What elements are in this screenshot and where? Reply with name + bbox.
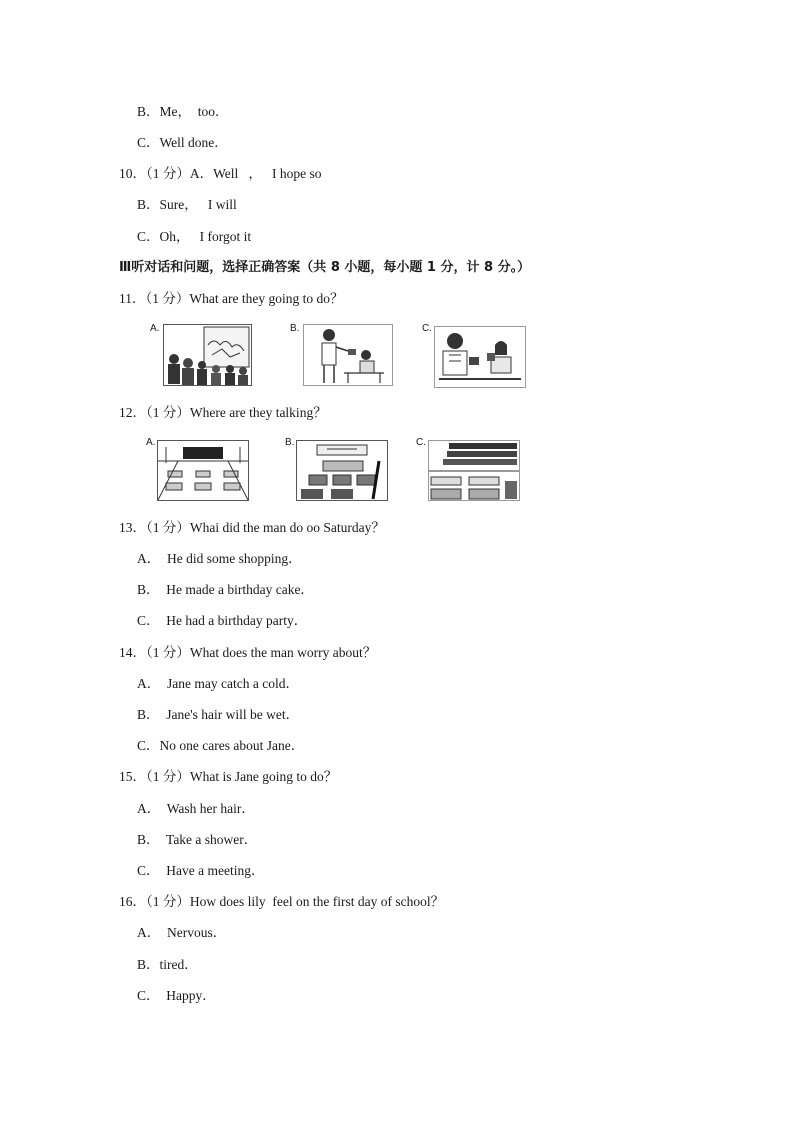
- q15-option-b: B． Take a shower．: [137, 832, 258, 847]
- q12-label-c: C.: [416, 437, 426, 448]
- q13-option-a: A． He did some shopping．: [137, 551, 302, 566]
- q14-option-c: C．No one cares about Jane．: [137, 738, 305, 753]
- q14-stem: 14．（1 分）What does the man worry about？: [119, 645, 377, 660]
- teacher-and-student-illustration: [304, 325, 392, 385]
- q14-option-b: B． Jane's hair will be wet．: [137, 707, 300, 722]
- q13-option-b: B． He made a birthday cake．: [137, 582, 314, 597]
- q16-option-a: A． Nervous．: [137, 925, 227, 940]
- q11-stem: 11．（1 分）What are they going to do？: [119, 291, 344, 306]
- q11-picture-b: [303, 324, 393, 386]
- q16-stem: 16．（1 分）How does lily feel on the first day of school？: [119, 894, 445, 909]
- classroom-front-view-illustration: [158, 441, 248, 500]
- q13-stem: 13．（1 分）Whai did the man do oo Saturday？: [119, 520, 385, 535]
- audience-watching-screen-illustration: [164, 325, 251, 385]
- q11-label-b: B.: [290, 323, 300, 334]
- q11-label-a: A.: [150, 323, 160, 334]
- q12-picture-b: [296, 440, 388, 501]
- q15-stem: 15．（1 分）What is Jane going to do？: [119, 769, 338, 784]
- q11-label-c: C.: [422, 323, 432, 334]
- lecture-hall-illustration: [429, 441, 519, 500]
- q15-option-a: A． Wash her hair．: [137, 801, 255, 816]
- q10-option-b: B．Sure， I will: [137, 197, 237, 212]
- man-and-girl-reading-illustration: [435, 327, 525, 387]
- meeting-room-illustration: [297, 441, 387, 500]
- q12-picture-a: [157, 440, 249, 501]
- q16-option-b: B．tired．: [137, 957, 198, 972]
- q12-picture-c: [428, 440, 520, 501]
- q12-stem: 12．（1 分）Where are they talking？: [119, 405, 327, 420]
- q9-option-b: B．Me， too．: [137, 104, 229, 119]
- q14-option-a: A． Jane may catch a cold．: [137, 676, 299, 691]
- q10-stem: 10．（1 分）A．Well ， I hope so: [119, 166, 322, 181]
- q11-picture-a: [163, 324, 252, 386]
- q16-option-c: C． Happy．: [137, 988, 216, 1003]
- section-heading: Ⅲ听对话和问题，选择正确答案（共 8 小题，每小题 1 分，计 8 分。）: [119, 260, 531, 275]
- q13-option-c: C． He had a birthday party．: [137, 613, 308, 628]
- q9-option-c: C．Well done．: [137, 135, 228, 150]
- q10-option-c: C．Oh， I forgot it: [137, 229, 252, 244]
- q11-picture-c: [434, 326, 526, 388]
- q12-label-b: B.: [285, 437, 295, 448]
- q15-option-c: C． Have a meeting．: [137, 863, 265, 878]
- q12-label-a: A.: [146, 437, 156, 448]
